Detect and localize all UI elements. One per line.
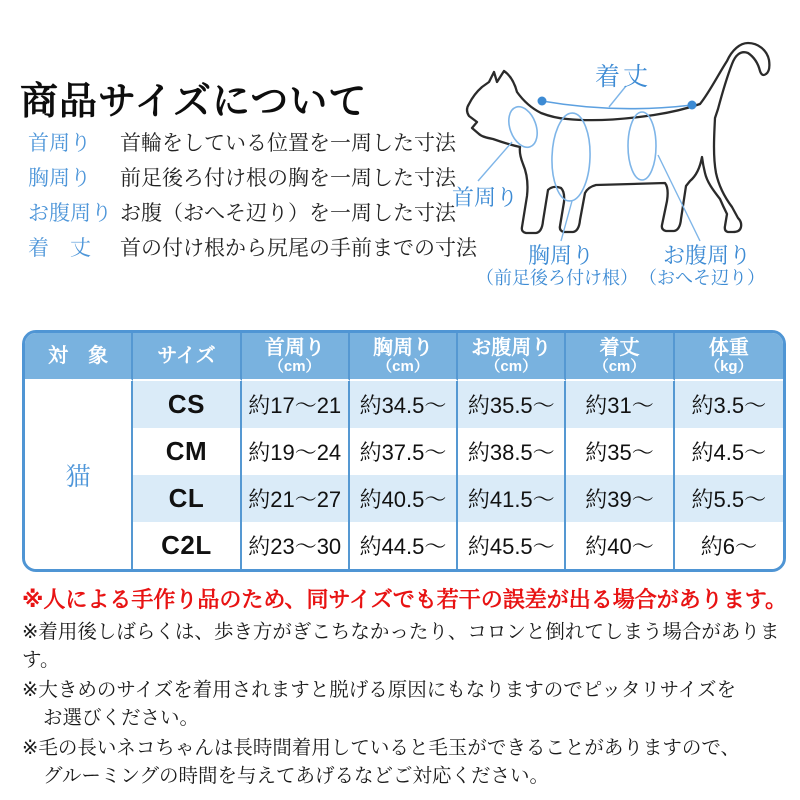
note-handmade-tolerance — [22, 585, 788, 614]
belly-cell: 約41.5～ — [458, 475, 566, 522]
header-chest-unit: （cm） — [377, 358, 429, 375]
neck-cell: 約17～21 — [242, 381, 350, 428]
note-choose-fit-size — [22, 676, 788, 732]
length-cell: 約31～ — [566, 381, 674, 428]
neck-leader-line — [478, 142, 512, 181]
neck-label: 首周り — [452, 185, 519, 210]
header-size-label: サイズ — [157, 345, 216, 367]
chest-label: 胸周り — [527, 243, 595, 268]
header-length — [566, 333, 674, 381]
header-weight-unit: （kg） — [705, 358, 753, 375]
definition-row-neck — [28, 126, 456, 161]
cat-diagram-svg — [430, 15, 800, 310]
page-title: 商品サイズについて — [20, 81, 368, 123]
weight-cell: 約5.5～ — [675, 475, 783, 522]
table-row-cm — [25, 428, 783, 475]
target-cell: 猫 — [25, 381, 133, 569]
definition-text: 首輪をしている位置を一周した寸法 — [120, 132, 456, 155]
size-cell: CS — [133, 381, 241, 428]
size-cell: C2L — [133, 522, 241, 569]
header-belly-label: お腹周り — [471, 337, 552, 359]
note-line: グルーミングの時間を与えてあげるなどご対応ください。 — [43, 765, 550, 787]
header-chest — [350, 333, 458, 381]
chest-cell: 約34.5～ — [350, 381, 458, 428]
definition-row-belly — [28, 196, 456, 231]
header-size — [133, 333, 241, 381]
definition-row-length — [28, 231, 477, 266]
header-weight — [675, 333, 783, 381]
belly-cell: 約35.5～ — [458, 381, 566, 428]
table-row-cs — [25, 381, 783, 428]
weight-cell: 約6～ — [675, 522, 783, 569]
definition-term: 首周り — [28, 132, 91, 155]
header-weight-label: 体重 — [708, 337, 749, 359]
length-measure-line — [542, 101, 692, 109]
note-awkward-walking — [22, 618, 788, 674]
length-cell: 約39～ — [566, 475, 674, 522]
definition-text: 前足後ろ付け根の胸を一周した寸法 — [120, 167, 456, 190]
neck-cell: 約23～30 — [242, 522, 350, 569]
belly-label: お腹周り — [662, 243, 752, 268]
chest-sub-label: （前足後ろ付け根） — [476, 268, 638, 288]
size-table-header-row — [25, 333, 783, 381]
header-neck-label: 首周り — [264, 337, 325, 359]
notes-section — [22, 585, 788, 792]
definition-term: 着 丈 — [28, 237, 91, 260]
size-table — [22, 330, 786, 572]
length-dot-front — [538, 97, 547, 106]
length-label: 着丈 — [594, 63, 652, 91]
note-line: ※着用後しばらくは、歩き方がぎこちなかったり、コロンと倒れてしまう場合があります。 — [22, 621, 780, 671]
definition-text: 首の付け根から尻尾の手前までの寸法 — [120, 237, 477, 260]
belly-cell: 約45.5～ — [458, 522, 566, 569]
table-row-c2l — [25, 522, 783, 569]
header-neck — [242, 333, 350, 381]
chest-cell: 約37.5～ — [350, 428, 458, 475]
cat-measurement-diagram — [430, 15, 800, 310]
header-length-unit: （cm） — [593, 358, 646, 375]
header-target-label: 対 象 — [48, 345, 109, 367]
note-line: ※毛の長いネコちゃんは長時間着用していると毛玉ができることがありますので、 — [22, 737, 740, 759]
header-target — [25, 333, 133, 381]
definition-term: お腹周り — [28, 202, 112, 225]
belly-cell: 約38.5～ — [458, 428, 566, 475]
neck-cell: 約21～27 — [242, 475, 350, 522]
length-cell: 約40～ — [566, 522, 674, 569]
belly-sub-label: （おへそ辺り） — [639, 268, 765, 288]
table-row-cl — [25, 475, 783, 522]
length-dot-rear — [688, 101, 697, 110]
header-neck-unit: （cm） — [268, 358, 321, 375]
definition-text: お腹（おへそ辺り）を一周した寸法 — [120, 202, 456, 225]
note-line: お選びください。 — [43, 707, 200, 729]
header-belly — [458, 333, 566, 381]
header-length-label: 着丈 — [599, 337, 640, 359]
note-line: ※人による手作り品のため、同サイズでも若干の誤差が出る場合があります。 — [22, 587, 787, 612]
chest-cell: 約44.5～ — [350, 522, 458, 569]
neck-cell: 約19～24 — [242, 428, 350, 475]
chest-cell: 約40.5～ — [350, 475, 458, 522]
note-long-hair-grooming — [22, 734, 788, 790]
weight-cell: 約4.5～ — [675, 428, 783, 475]
note-line: ※大きめのサイズを着用されますと脱げる原因にもなりますのでピッタリサイズを — [22, 679, 737, 701]
measurement-definitions — [28, 126, 477, 266]
size-cell: CM — [133, 428, 241, 475]
definition-term: 胸周り — [28, 167, 91, 190]
header-belly-unit: （cm） — [485, 358, 538, 375]
size-cell: CL — [133, 475, 241, 522]
header-chest-label: 胸周り — [372, 337, 433, 359]
weight-cell: 約3.5～ — [675, 381, 783, 428]
definition-row-chest — [28, 161, 456, 196]
length-cell: 約35～ — [566, 428, 674, 475]
